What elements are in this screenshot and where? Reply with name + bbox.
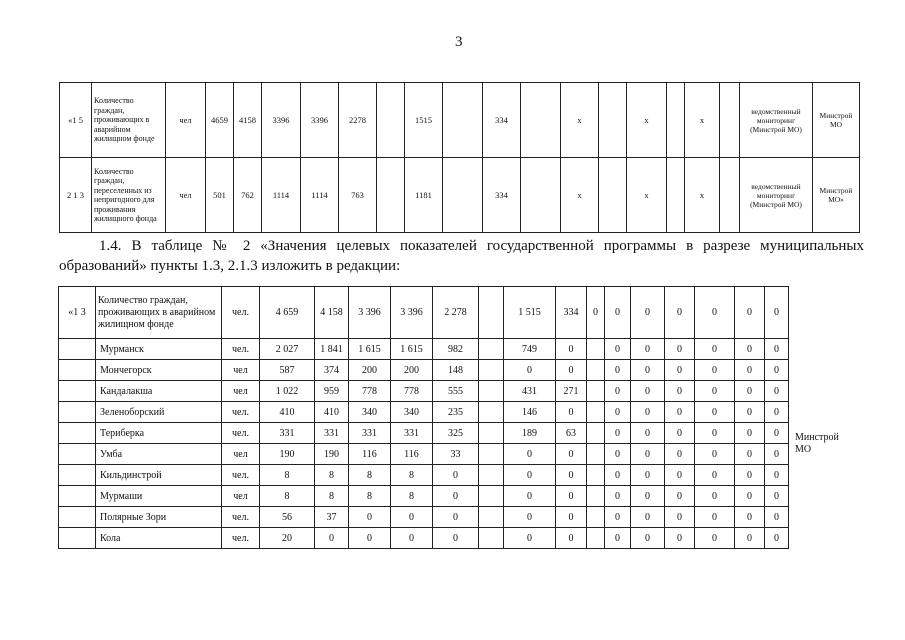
value-cell: 0 [735, 528, 765, 549]
value-cell: 0 [605, 360, 631, 381]
value-cell: 334 [483, 158, 521, 233]
value-cell: 340 [349, 402, 391, 423]
table-row [59, 381, 859, 402]
unit-cell: чел. [222, 465, 260, 486]
value-cell: 0 [665, 465, 695, 486]
value-cell [587, 507, 605, 528]
value-cell: 20 [260, 528, 315, 549]
value-cell: 0 [631, 402, 665, 423]
code-cell [59, 507, 96, 528]
value-cell: 0 [665, 381, 695, 402]
value-cell: 0 [504, 507, 556, 528]
value-cell [377, 158, 405, 233]
value-cell: 1181 [405, 158, 443, 233]
code-cell [59, 444, 96, 465]
value-cell: 1 615 [349, 339, 391, 360]
value-cell: 0 [631, 423, 665, 444]
table-2 [58, 286, 859, 549]
value-cell: 0 [605, 528, 631, 549]
value-cell: 0 [735, 287, 765, 339]
value-cell: 235 [433, 402, 479, 423]
value-cell: 331 [391, 423, 433, 444]
table-row [59, 486, 859, 507]
value-cell: 2278 [339, 83, 377, 158]
code-cell [59, 486, 96, 507]
code-cell [59, 423, 96, 444]
value-cell: 8 [349, 486, 391, 507]
value-cell [479, 360, 504, 381]
value-cell: 0 [504, 486, 556, 507]
value-cell: 0 [695, 381, 735, 402]
value-cell: 778 [349, 381, 391, 402]
value-cell: 0 [556, 402, 587, 423]
table-row [60, 83, 860, 158]
value-cell: 0 [665, 423, 695, 444]
value-cell: 56 [260, 507, 315, 528]
value-cell: x [627, 158, 667, 233]
value-cell: 0 [631, 486, 665, 507]
value-cell: 0 [735, 402, 765, 423]
value-cell: 0 [735, 507, 765, 528]
value-cell: 0 [433, 486, 479, 507]
value-cell: 3 396 [391, 287, 433, 339]
municipality-name: Мончегорск [96, 360, 222, 381]
value-cell: 0 [605, 423, 631, 444]
value-cell: 148 [433, 360, 479, 381]
value-cell: 0 [735, 360, 765, 381]
value-cell [587, 360, 605, 381]
value-cell [587, 339, 605, 360]
value-cell: 1 615 [391, 339, 433, 360]
value-cell [521, 158, 561, 233]
value-cell [587, 402, 605, 423]
municipality-name: Мурманск [96, 339, 222, 360]
value-cell [587, 423, 605, 444]
value-cell: 200 [391, 360, 433, 381]
value-cell: 4659 [206, 83, 234, 158]
value-cell: 0 [556, 444, 587, 465]
value-cell: 0 [735, 465, 765, 486]
indicator-name: Количество граждан, проживающих в аварийном жилищном фонде [92, 83, 166, 158]
value-cell [479, 339, 504, 360]
value-cell: 0 [735, 486, 765, 507]
value-cell: 4 659 [260, 287, 315, 339]
value-cell: 0 [695, 486, 735, 507]
value-cell: 334 [556, 287, 587, 339]
value-cell: 778 [391, 381, 433, 402]
value-cell: 331 [349, 423, 391, 444]
value-cell: 0 [391, 507, 433, 528]
value-cell: 8 [391, 486, 433, 507]
value-cell: 0 [765, 423, 789, 444]
value-cell: 1114 [262, 158, 301, 233]
row-code: «1 5 [60, 83, 92, 158]
value-cell: 4158 [234, 83, 262, 158]
value-cell: x [561, 158, 599, 233]
unit-cell: чел [166, 158, 206, 233]
responsible-cell: Минстрой МО [795, 431, 839, 455]
value-cell [599, 158, 627, 233]
value-cell: 410 [260, 402, 315, 423]
value-cell: 0 [631, 360, 665, 381]
value-cell: 374 [315, 360, 349, 381]
value-cell: 0 [695, 528, 735, 549]
value-cell: 0 [765, 381, 789, 402]
table-row [59, 528, 859, 549]
value-cell [521, 83, 561, 158]
table-row [59, 339, 859, 360]
value-cell: x [561, 83, 599, 158]
value-cell: 325 [433, 423, 479, 444]
table-row [59, 287, 859, 339]
value-cell: 37 [315, 507, 349, 528]
unit-cell: чел. [222, 528, 260, 549]
unit-cell: чел. [222, 402, 260, 423]
value-cell: 1 022 [260, 381, 315, 402]
table-row [59, 444, 859, 465]
value-cell [443, 158, 483, 233]
value-cell: 0 [665, 287, 695, 339]
value-cell: 2 278 [433, 287, 479, 339]
value-cell: 0 [735, 444, 765, 465]
value-cell: 0 [765, 360, 789, 381]
value-cell: 0 [349, 507, 391, 528]
value-cell: 0 [765, 486, 789, 507]
value-cell: 0 [556, 339, 587, 360]
unit-cell: чел [222, 444, 260, 465]
value-cell: 0 [433, 465, 479, 486]
municipality-name: Кильдинстрой [96, 465, 222, 486]
value-cell [479, 486, 504, 507]
value-cell [479, 287, 504, 339]
value-cell: 0 [605, 465, 631, 486]
value-cell [377, 83, 405, 158]
value-cell: 0 [631, 507, 665, 528]
value-cell: 0 [765, 507, 789, 528]
value-cell: 0 [556, 486, 587, 507]
municipality-name: Кандалакша [96, 381, 222, 402]
value-cell: 0 [605, 287, 631, 339]
monitoring-cell: ведомственный мониторинг (Минстрой МО) [740, 83, 813, 158]
table-row [59, 507, 859, 528]
value-cell: 0 [765, 402, 789, 423]
value-cell: 0 [631, 287, 665, 339]
value-cell: 0 [765, 444, 789, 465]
value-cell: 587 [260, 360, 315, 381]
value-cell: 0 [556, 360, 587, 381]
value-cell [587, 465, 605, 486]
value-cell: 8 [315, 465, 349, 486]
unit-cell: чел [222, 360, 260, 381]
value-cell: 1 515 [504, 287, 556, 339]
value-cell: 959 [315, 381, 349, 402]
page-number: 3 [455, 34, 463, 50]
value-cell: 0 [695, 444, 735, 465]
paragraph-line-2: образований» пункты 1.3, 2.1.3 изложить в редакции: [59, 258, 401, 274]
value-cell: 0 [695, 360, 735, 381]
value-cell: 334 [483, 83, 521, 158]
table-row [59, 360, 859, 381]
value-cell: 0 [631, 339, 665, 360]
value-cell: 116 [391, 444, 433, 465]
value-cell: 116 [349, 444, 391, 465]
value-cell [479, 528, 504, 549]
unit-cell: чел. [222, 507, 260, 528]
unit-cell: чел [166, 83, 206, 158]
responsible-cell: Минстрой МО» [813, 158, 860, 233]
paragraph-line-1: 1.4. В таблице № 2 «Значения целевых показателей государственной программы в разрезе муниципальных [99, 238, 864, 254]
indicator-name: Количество граждан, переселенных из непригодного для проживания жилищного фонда [92, 158, 166, 233]
value-cell: 8 [391, 465, 433, 486]
value-cell: 0 [665, 402, 695, 423]
value-cell [443, 83, 483, 158]
value-cell: 0 [735, 423, 765, 444]
amendment-paragraph [59, 236, 864, 276]
value-cell: 1114 [301, 158, 339, 233]
value-cell: 762 [234, 158, 262, 233]
code-cell [59, 381, 96, 402]
value-cell: 0 [735, 339, 765, 360]
municipality-name: Полярные Зори [96, 507, 222, 528]
value-cell: 8 [315, 486, 349, 507]
value-cell [720, 83, 740, 158]
value-cell: 0 [631, 444, 665, 465]
value-cell: x [685, 158, 720, 233]
value-cell: 0 [391, 528, 433, 549]
value-cell: 0 [695, 339, 735, 360]
table-row [59, 465, 859, 486]
value-cell: 0 [631, 465, 665, 486]
municipality-name: Умба [96, 444, 222, 465]
value-cell: 0 [631, 528, 665, 549]
unit-cell: чел. [222, 339, 260, 360]
value-cell [479, 402, 504, 423]
value-cell [599, 83, 627, 158]
value-cell: 0 [556, 465, 587, 486]
monitoring-cell: ведомственный мониторинг (Минстрой МО) [740, 158, 813, 233]
value-cell: 0 [605, 339, 631, 360]
value-cell: 3 396 [349, 287, 391, 339]
value-cell: 271 [556, 381, 587, 402]
table-1 [59, 82, 860, 233]
value-cell: 190 [315, 444, 349, 465]
value-cell [667, 158, 685, 233]
value-cell: 431 [504, 381, 556, 402]
value-cell: 0 [695, 507, 735, 528]
value-cell: 0 [695, 402, 735, 423]
unit-cell: чел. [222, 423, 260, 444]
value-cell: 0 [665, 360, 695, 381]
value-cell: 0 [605, 486, 631, 507]
value-cell: 0 [315, 528, 349, 549]
value-cell: 8 [260, 465, 315, 486]
empty-cell [789, 287, 859, 339]
value-cell: 749 [504, 339, 556, 360]
code-cell [59, 360, 96, 381]
municipality-name: Териберка [96, 423, 222, 444]
value-cell: 0 [735, 381, 765, 402]
unit-cell: чел. [222, 287, 260, 339]
value-cell: 0 [556, 507, 587, 528]
municipality-name: Зеленоборский [96, 402, 222, 423]
value-cell: 0 [433, 507, 479, 528]
value-cell: 0 [504, 528, 556, 549]
value-cell: 0 [631, 381, 665, 402]
value-cell: 200 [349, 360, 391, 381]
value-cell: 189 [504, 423, 556, 444]
value-cell: x [685, 83, 720, 158]
municipality-name: Мурмаши [96, 486, 222, 507]
value-cell: 0 [665, 444, 695, 465]
value-cell: 0 [695, 465, 735, 486]
value-cell: 0 [504, 444, 556, 465]
value-cell [720, 158, 740, 233]
code-cell [59, 402, 96, 423]
value-cell: 0 [504, 360, 556, 381]
value-cell: 0 [765, 528, 789, 549]
value-cell: 2 027 [260, 339, 315, 360]
value-cell: 555 [433, 381, 479, 402]
value-cell: 190 [260, 444, 315, 465]
value-cell [587, 444, 605, 465]
table-row [59, 423, 859, 444]
value-cell: 1515 [405, 83, 443, 158]
code-cell [59, 528, 96, 549]
value-cell [587, 486, 605, 507]
unit-cell: чел [222, 381, 260, 402]
value-cell: 0 [605, 402, 631, 423]
value-cell: 1 841 [315, 339, 349, 360]
value-cell: 331 [315, 423, 349, 444]
value-cell: 63 [556, 423, 587, 444]
table-row [59, 402, 859, 423]
value-cell [667, 83, 685, 158]
municipality-name: Кола [96, 528, 222, 549]
value-cell: 0 [695, 423, 735, 444]
value-cell: 331 [260, 423, 315, 444]
value-cell: 501 [206, 158, 234, 233]
value-cell: 0 [765, 465, 789, 486]
unit-cell: чел [222, 486, 260, 507]
code-cell [59, 339, 96, 360]
value-cell: 0 [665, 528, 695, 549]
value-cell: 0 [587, 287, 605, 339]
value-cell: 0 [504, 465, 556, 486]
value-cell: 0 [605, 507, 631, 528]
value-cell: 8 [260, 486, 315, 507]
value-cell: 4 158 [315, 287, 349, 339]
value-cell: 0 [665, 486, 695, 507]
value-cell: 146 [504, 402, 556, 423]
value-cell: x [627, 83, 667, 158]
value-cell: 33 [433, 444, 479, 465]
value-cell: 982 [433, 339, 479, 360]
value-cell: 0 [765, 339, 789, 360]
code-cell [59, 465, 96, 486]
value-cell [479, 465, 504, 486]
table-row [60, 158, 860, 233]
value-cell: 340 [391, 402, 433, 423]
value-cell: 0 [665, 339, 695, 360]
value-cell: 0 [349, 528, 391, 549]
value-cell: 0 [605, 381, 631, 402]
value-cell: 0 [695, 287, 735, 339]
row-code: «1 3 [59, 287, 96, 339]
value-cell: 0 [605, 444, 631, 465]
value-cell [479, 444, 504, 465]
indicator-name: Количество граждан, проживающих в аварийном жилищном фонде [96, 287, 222, 339]
value-cell: 0 [556, 528, 587, 549]
value-cell [479, 381, 504, 402]
value-cell: 3396 [301, 83, 339, 158]
row-code: 2 1 3 [60, 158, 92, 233]
value-cell [587, 381, 605, 402]
value-cell: 0 [765, 287, 789, 339]
value-cell: 8 [349, 465, 391, 486]
value-cell: 0 [665, 507, 695, 528]
value-cell: 763 [339, 158, 377, 233]
value-cell [479, 423, 504, 444]
responsible-cell: Минстрой МО [813, 83, 860, 158]
value-cell: 410 [315, 402, 349, 423]
value-cell [587, 528, 605, 549]
value-cell [479, 507, 504, 528]
value-cell: 0 [433, 528, 479, 549]
value-cell: 3396 [262, 83, 301, 158]
